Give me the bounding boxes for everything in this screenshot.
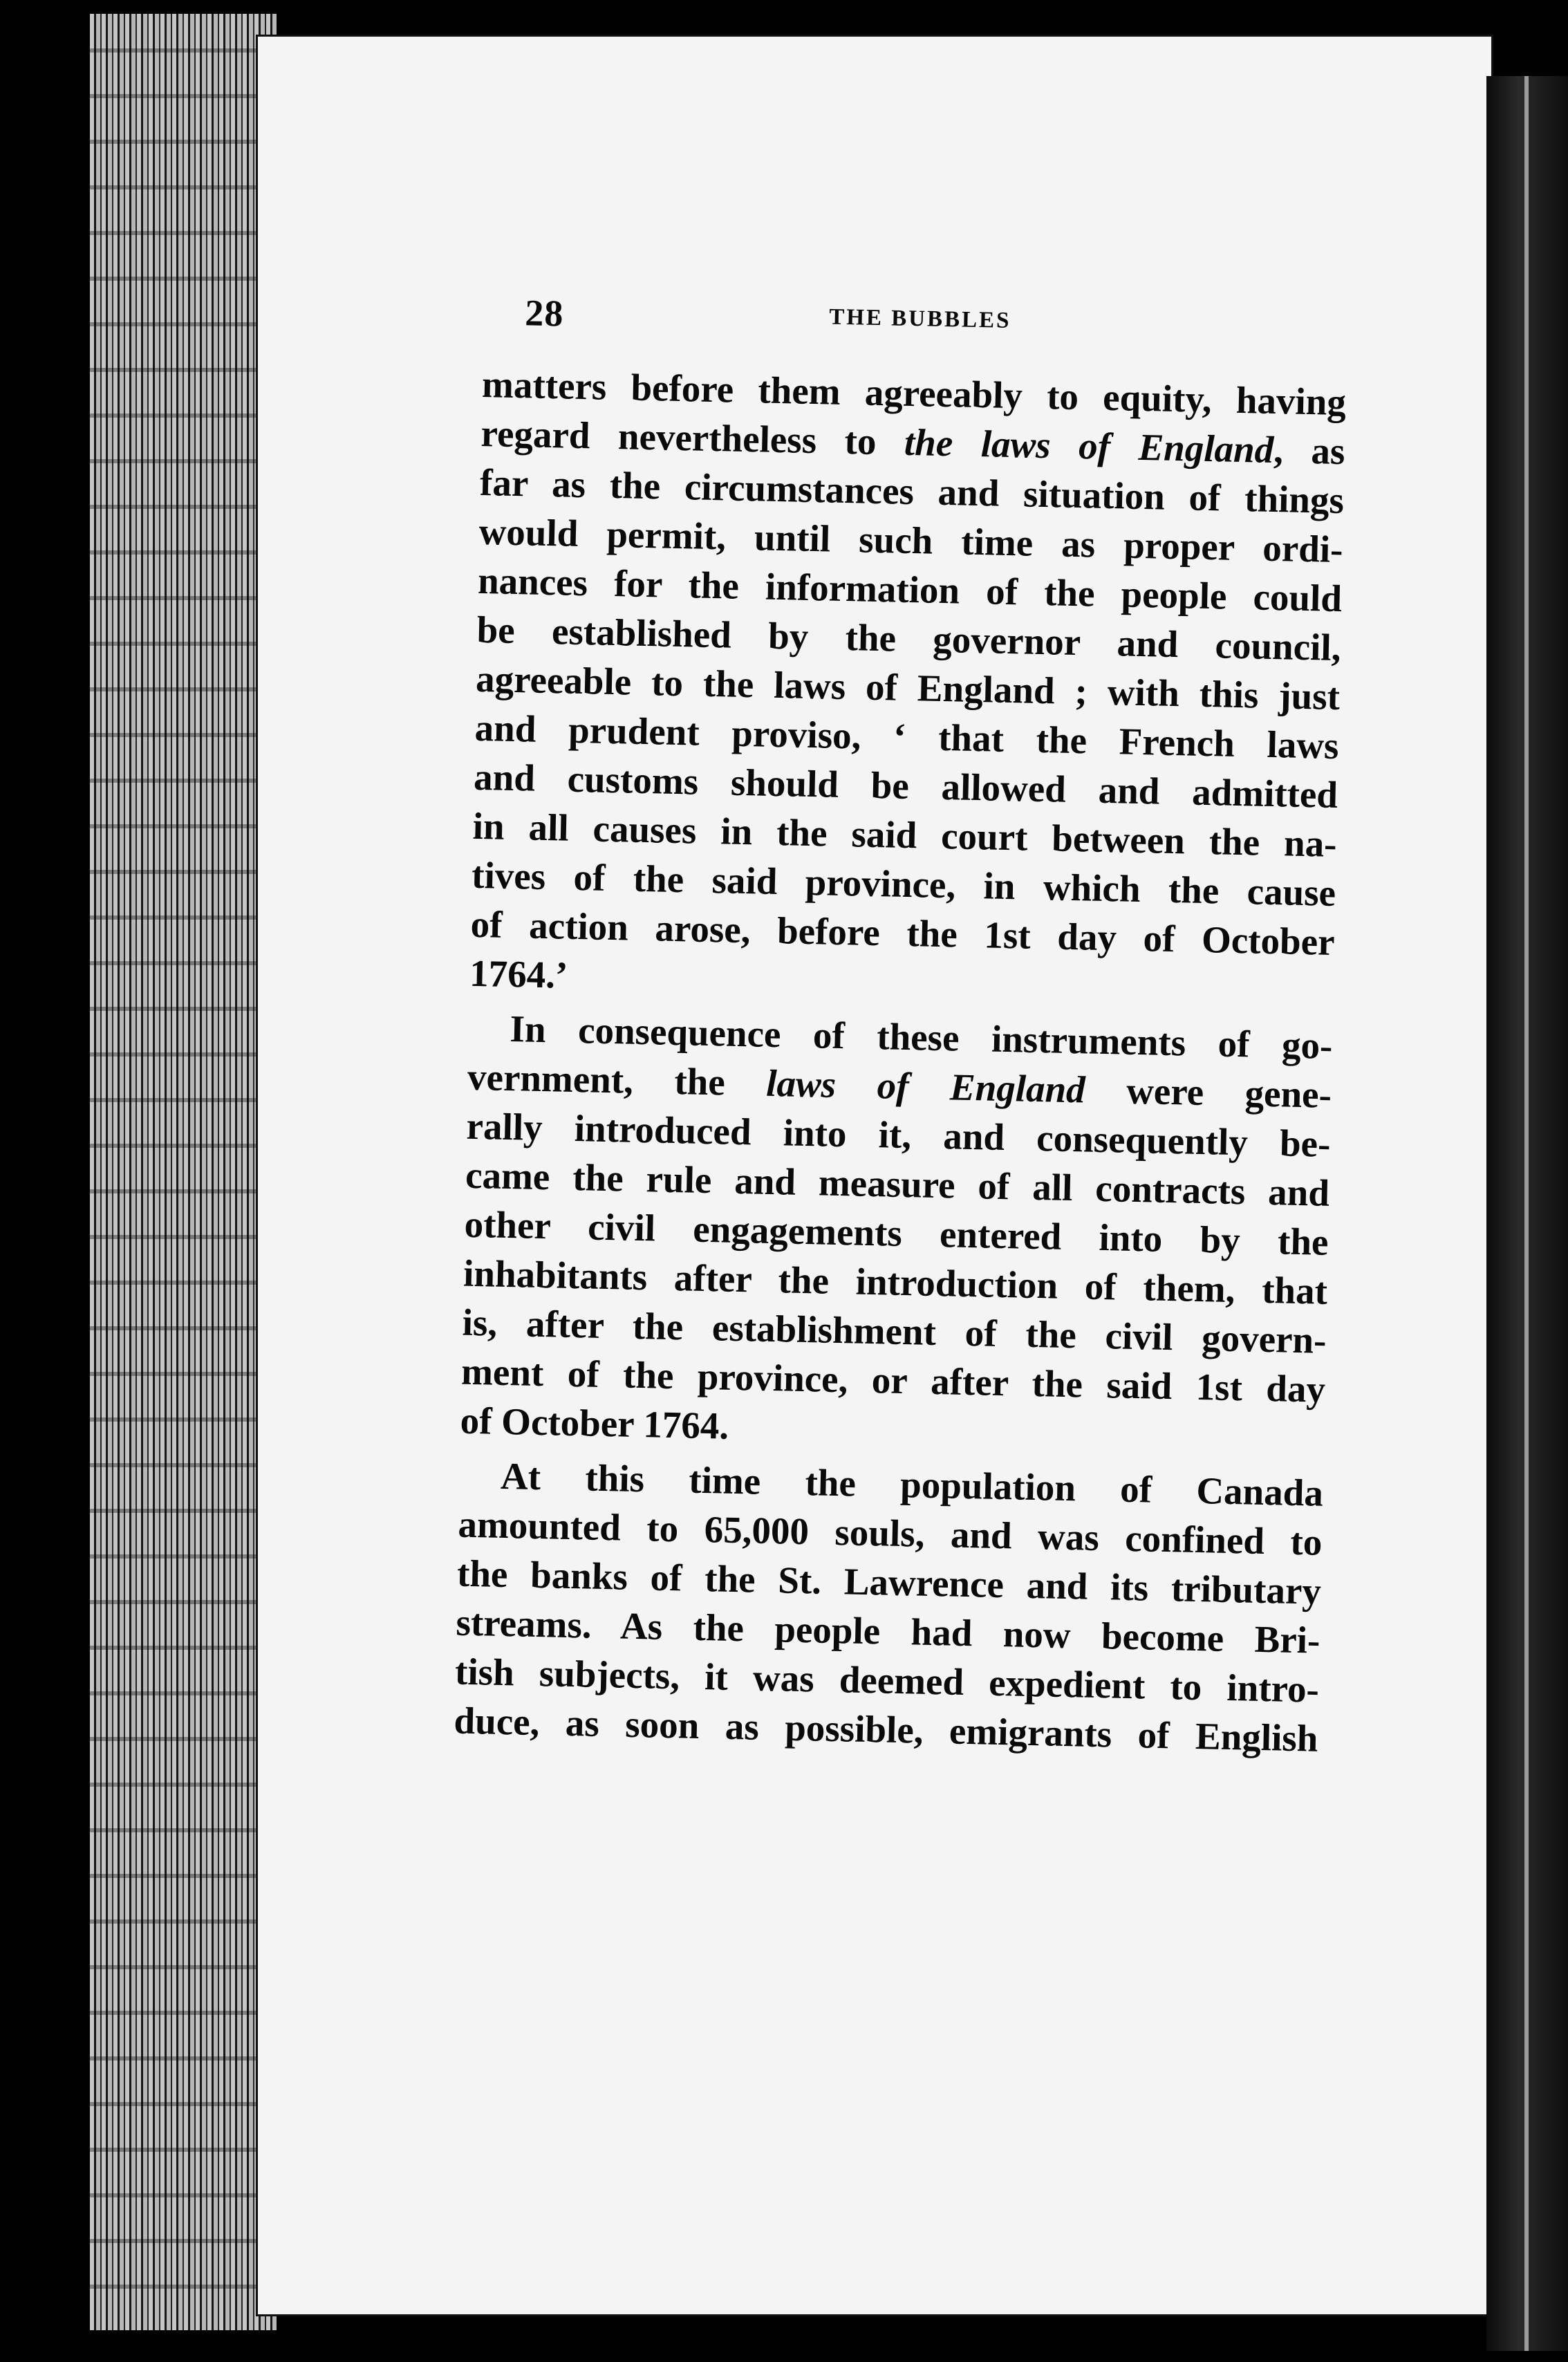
text-line: inhabitants after the introduction of them, that	[463, 1252, 1328, 1312]
text-block	[454, 290, 1348, 1769]
page-edge-stack	[90, 14, 277, 2330]
running-title: THE BUBBLES	[828, 304, 1011, 333]
text-line: of action arose, before the 1st day of October	[470, 902, 1336, 963]
italic-phrase: laws of England	[765, 1061, 1086, 1111]
text-line: rally introduced into it, and consequently be-	[466, 1104, 1332, 1165]
text-line: and customs should be allowed and admitted	[473, 755, 1338, 817]
text-line: amounted to 65,000 souls, and was confined to	[457, 1503, 1323, 1563]
text-line: and prudent proviso, ‘ that the French laws	[474, 706, 1340, 768]
text-fragment: vernment, the	[467, 1055, 767, 1104]
text-line: At this time the population of Canada	[500, 1454, 1324, 1514]
text-line: far as the circumstances and situation of things	[479, 461, 1345, 522]
text-line: tish subjects, it was deemed expedient to intro-	[454, 1650, 1320, 1711]
text-line: matters before them agreeably to equity, having	[481, 362, 1347, 424]
text-line: is, after the establishment of the civil govern-	[462, 1301, 1327, 1361]
text-line: of October 1764.	[460, 1399, 729, 1447]
text-line: came the rule and measure of all contracts and	[465, 1153, 1330, 1214]
text-fragment: regard nevertheless to	[480, 411, 905, 463]
text-line: agreeable to the laws of England ; with this just	[475, 657, 1341, 718]
paragraph-3	[454, 1451, 1324, 1763]
page-number: 28	[524, 292, 564, 335]
text-line: be established by the governor and council,	[476, 608, 1342, 669]
italic-phrase: the laws of England	[904, 420, 1274, 471]
text-line: ment of the province, or after the said 1st day	[460, 1350, 1326, 1411]
text-line: 1764.’	[469, 951, 569, 996]
paragraph-2	[460, 1003, 1333, 1463]
text-fragment: were gene-	[1085, 1068, 1332, 1116]
paragraph-1	[469, 360, 1347, 1016]
text-line: would permit, until such time as proper ordi-	[478, 510, 1344, 571]
text-line: duce, as soon as possible, emigrants of English	[454, 1699, 1319, 1760]
text-line: other civil engagements entered into by the	[464, 1202, 1329, 1263]
binding-highlight	[1524, 76, 1529, 2351]
text-fragment: , as	[1273, 428, 1346, 473]
text-line: nances for the information of the people could	[477, 559, 1343, 620]
text-line: tives of the said province, in which the cause	[471, 853, 1336, 914]
text-line: streams. As the people had now become Bri-	[456, 1601, 1321, 1662]
text-line: in all causes in the said court between the na-	[472, 804, 1338, 866]
text-line: In consequence of these instruments of go-	[510, 1007, 1334, 1067]
text-line: the banks of the St. Lawrence and its tributary	[456, 1552, 1322, 1612]
